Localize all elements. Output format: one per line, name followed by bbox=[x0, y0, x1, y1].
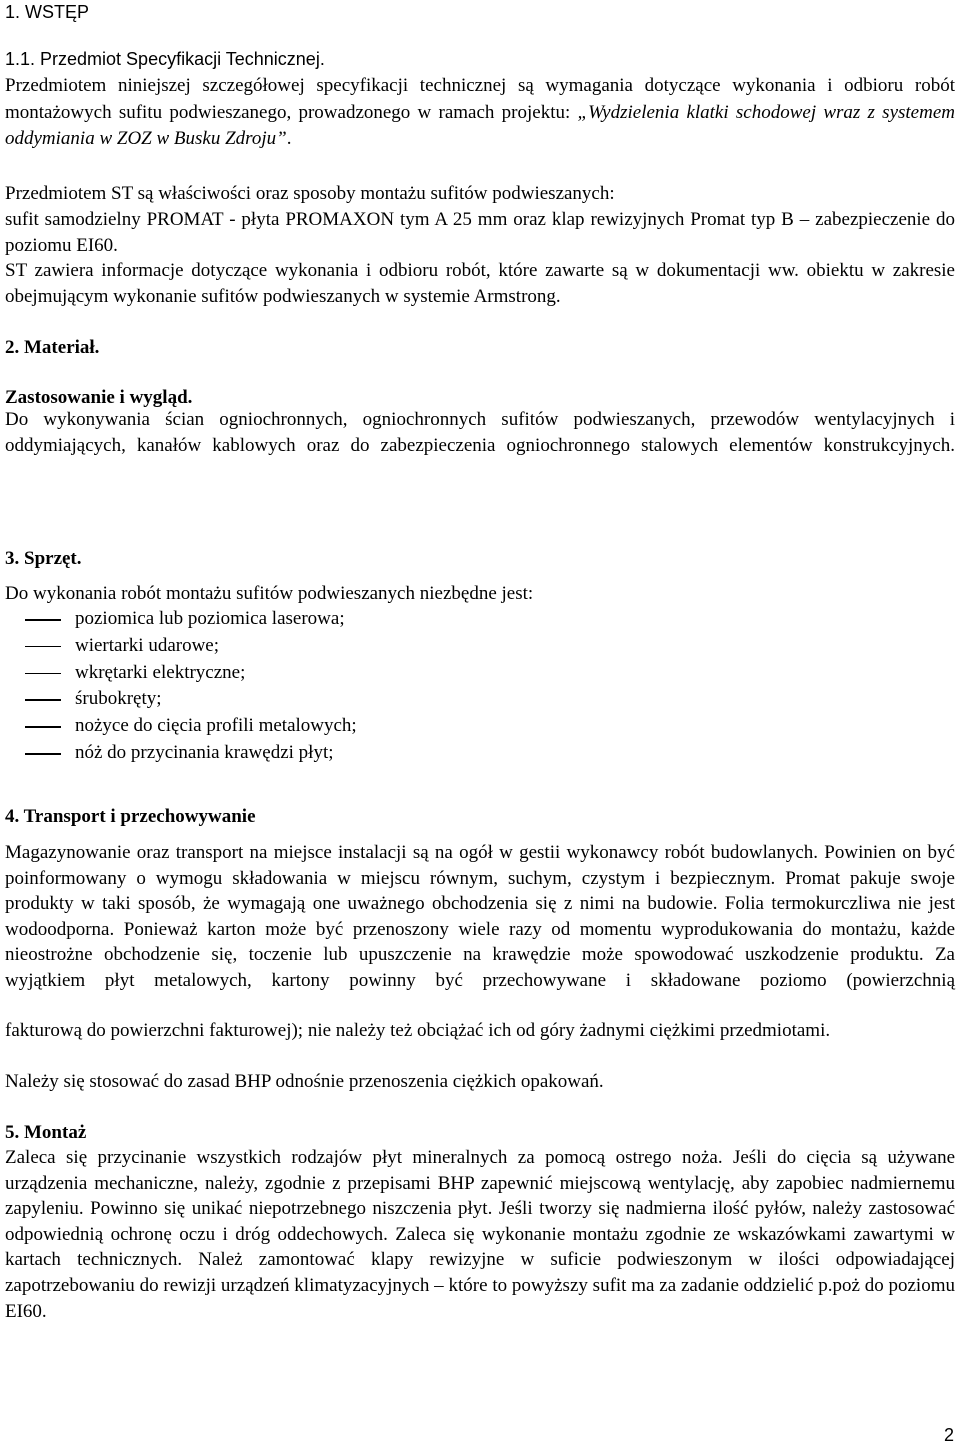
intro-paragraph bbox=[5, 73, 955, 153]
list-item: poziomica lub poziomica laserowa; bbox=[5, 606, 955, 633]
subject-line-1: Przedmiotem ST są właściwości oraz sposoby montażu sufitów podwieszanych: bbox=[5, 183, 615, 204]
section-4-text-2: fakturową do powierzchni fakturowej); nie należy też obciążać ich od góry żadnymi ciężkimi przedmiotami. bbox=[5, 1020, 831, 1041]
section-4-title: 4. Transport i przechowywanie bbox=[5, 806, 256, 827]
section-3-title: 3. Sprzęt. bbox=[5, 548, 82, 569]
section-2-title: 2. Materiał. bbox=[5, 337, 100, 358]
section-3-intro: Do wykonania robót montażu sufitów podwieszanych niezbędne jest: bbox=[5, 583, 534, 604]
section-4-text-1: Magazynowanie oraz transport na miejsce instalacji są na ogół w gestii wykonawcy robót budowlanych. Powinien on być poinformowany o wymogu składowania w miejscu równym, suchym, czystym i bezpiecznym. Promat pakuje swoje produkty w taki sposób, że wymagają one uważnego obchodzenia się z nimi na budowie. Folia termokurczliwa nie jest wodoodporna. Ponieważ karton może być przenoszony wiele razy od momentu wyprodukowania do montażu, każde nieostrożne obchodzenie się, toczenie lub upuszczenie na krawędzie może spowodować uszkodzenie produktu. Za wyjątkiem płyt metalowych, kartony powinny być przechowywane i składowane poziomo (powierzchnią bbox=[5, 842, 955, 991]
list-item: wiertarki udarowe; bbox=[5, 633, 955, 660]
list-item: nożyce do cięcia profili metalowych; bbox=[5, 713, 955, 740]
section-5-title: 5. Montaż bbox=[5, 1122, 87, 1143]
intro-end: . bbox=[286, 128, 292, 149]
section-2-text: Do wykonywania ścian ogniochronnych, ogniochronnych sufitów podwieszanych, przewodów wentylacyjnych i oddymiających, kanałów kablowych oraz do zabezpieczenia ogniochronnego stalowych elementów konstrukcyjnych. bbox=[5, 409, 955, 456]
project-title: „Wydzielenia klatki schodowej wraz z systemem oddymiania w ZOZ w Busku Zdroju” bbox=[5, 101, 955, 149]
intro-text: Przedmiotem niniejszej szczegółowej specyfikacji technicznej są wymagania dotyczące wykonania i odbioru robót montażowych sufitu podwieszanego, prowadzonego w ramach projektu: bbox=[5, 75, 955, 123]
subject-line-3: ST zawiera informacje dotyczące wykonania i odbioru robót, które zawarte są w dokumentacji ww. obiektu w zakresie obejmującym wykonanie sufitów podwieszanych w systemie Armstrong. bbox=[5, 260, 955, 307]
list-item: wkrętarki elektryczne; bbox=[5, 660, 955, 687]
heading-wstep: 1. WSTĘP bbox=[5, 2, 90, 22]
section-4-text-3: Należy się stosować do zasad BHP odnośnie przenoszenia ciężkich opakowań. bbox=[5, 1071, 604, 1092]
page-number: 2 bbox=[943, 1425, 954, 1445]
subject-line-2: sufit samodzielny PROMAT - płyta PROMAXON tym A 25 mm oraz klap rewizyjnych Promat typ B – zabezpieczenie do poziomu EI60. bbox=[5, 209, 955, 256]
equipment-list bbox=[5, 606, 955, 767]
list-item: śrubokręty; bbox=[5, 686, 955, 713]
section-5-text: Zaleca się przycinanie wszystkich rodzajów płyt mineralnych za pomocą ostrego noża. Jeśli do cięcia są używane urządzenia mechaniczne, należy, zgodnie z przepisami BHP zapewnić miejscową wentylację, aby zapobiec nadmiernemu zapyleniu. Powinno się unikać niepotrzebnego niszczenia płyt. Jeśli tworzy się nadmierna ilość pyłów, należy zastosować odpowiednią ochronę oczu i dróg oddechowych. Zaleca się wykonanie montażu zgodnie ze wskazówkami zawartymi w kartach technicznych. Należ zamontować klapy rewizyjne w suficie podwieszonym w ilości odpowiadającej zapotrzebowaniu do rewizji urządzeń klimatyzacyjnych – które to powyższy sufit ma za zadanie oddzielić p.poż do poziomu EI60. bbox=[5, 1147, 955, 1322]
section-2-subtitle: Zastosowanie i wygląd. bbox=[5, 387, 193, 408]
heading-przedmiot-st: 1.1. Przedmiot Specyfikacji Technicznej. bbox=[5, 49, 325, 69]
list-item: nóż do przycinania krawędzi płyt; bbox=[5, 740, 955, 767]
